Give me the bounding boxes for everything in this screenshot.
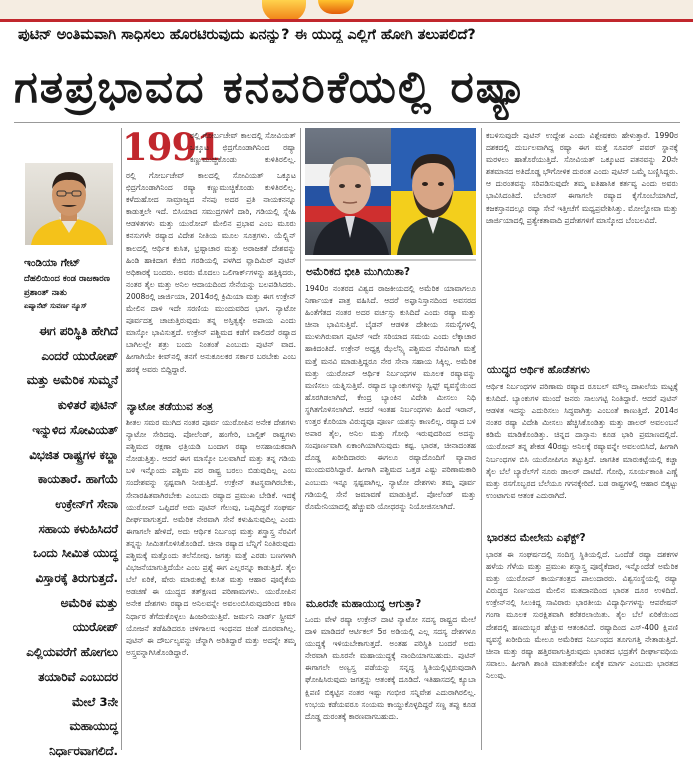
- subhead-india-effect: ಭಾರತದ ಮೇಲೇನು ಎಫೆಕ್ಟ್?: [487, 532, 586, 544]
- article-col3-middle: ಆರ್ಥಿಕ ನಿರ್ಬಂಧಗಳ ಪರಿಣಾಮ ರಷ್ಯಾದ ರೂಬಲ್ ಮೌಲ್ಯ ದಾಖಲೆಯ ಮಟ್ಟಕ್ಕೆ ಕುಸಿದಿದೆ. ಬ್ಯಾಂಕುಗಳ ಮುಂದೆ ಜನರು ಸಾಲುಗಟ್ಟಿ ನಿಂತಿದ್ದಾರೆ. ಆದರೆ ಪುಟಿನ್ ಆಡಳಿತ ಇದನ್ನು ಎದುರಿಸಲು ಸಿದ್ಧವಾಗಿತ್ತು ಎಂಬಂತೆ ಕಾಣುತ್ತಿದೆ. 2014ರ ನಂತರ ರಷ್ಯಾ ವಿದೇಶಿ ಮೀಸಲು ಹೆಚ್ಚಿಸಿಕೊಂಡಿತ್ತು ಮತ್ತು ಡಾಲರ್ ಅವಲಂಬನೆ ಕಡಿಮೆ ಮಾಡಿಕೊಂಡಿತ್ತು. ಚಿನ್ನದ ದಾಸ್ತಾನು ಕೂಡ ಭಾರಿ ಪ್ರಮಾಣದಲ್ಲಿದೆ. ಯುರೋಪ್ ತನ್ನ ಶೇಕಡ 40ರಷ್ಟು ಅನಿಲಕ್ಕೆ ರಷ್ಯಾವನ್ನೇ ಅವಲಂಬಿಸಿದೆ, ಹೀಗಾಗಿ ನಿರ್ಬಂಧಗಳ ಬಿಸಿ ಯುರೋಪಿಗೂ ತಟ್ಟುತ್ತಿದೆ. ಜಾಗತಿಕ ಮಾರುಕಟ್ಟೆಯಲ್ಲಿ ಕಚ್ಚಾ ತೈಲ ಬೆಲೆ ಬ್ಯಾರೆಲ್‌ಗೆ ನೂರು ಡಾಲರ್ ದಾಟಿದೆ. ಗೋಧಿ, ಸೂರ್ಯಕಾಂತಿ ಎಣ್ಣೆ ಮತ್ತು ರಸಗೊಬ್ಬರದ ಬೆಲೆಯೂ ಗಗನಕ್ಕೇರಿದೆ. ಬಡ ರಾಷ್ಟ್ರಗಳಲ್ಲಿ ಆಹಾರ ಬಿಕ್ಕಟ್ಟು ಉಂಟಾಗುವ ಆತಂಕ ಎದುರಾಗಿದೆ.: [486, 382, 678, 500]
- column-divider-middle: [300, 128, 301, 750]
- drop-year: 1991: [122, 125, 221, 169]
- photo-caption-rule: [305, 259, 476, 261]
- author-designation: ಏಷ್ಯಾನೆಟ್ ಸುವರ್ಣ ನ್ಯೂಸ್: [24, 302, 87, 310]
- article-col1-lead: ರಲ್ಲಿ ಗೋರ್ಬಚೇವ್ ಕಾಲದಲ್ಲಿ ಸೋವಿಯತ್ ಒಕ್ಕೂಟ ಛಿದ್ರಗೊಂಡಾಗಿನಿಂದ ರಷ್ಯಾ ಕಣ್ಣುಮುಚ್ಚಿಕೊಂಡು ಕುಳಿತಿರಲಿಲ್ಲ.: [190, 131, 296, 165]
- article-col1-body: ರಲ್ಲಿ ಗೋರ್ಬಚೇವ್ ಕಾಲದಲ್ಲಿ ಸೋವಿಯತ್ ಒಕ್ಕೂಟ ಛಿದ್ರಗೊಂಡಾಗಿನಿಂದ ರಷ್ಯಾ ಕಣ್ಣುಮುಚ್ಚಿಕೊಂಡು ಕುಳಿತಿರಲಿಲ್ಲ. ಕಳೆದುಹೋದ ಸಾಮ್ರಾಜ್ಯದ ನೆನಪು ಅದರ ಪ್ರತಿ ನಾಯಕನನ್ನೂ ಕಾಡುತ್ತಲೇ ಇದೆ. ಬಿಸಿಯಾದ ಸಮುದ್ರಗಳಿಗೆ ದಾರಿ, ಗಡಿಯಲ್ಲಿ ಸ್ನೇಹಿ ಆಡಳಿತಗಳು ಮತ್ತು ಯುರೋಪ್ ಮೇಲಿನ ಪ್ರಭಾವ ಎಂಬ ಮೂರು ಕನಸುಗಳೇ ರಷ್ಯಾದ ವಿದೇಶ ನೀತಿಯ ಮೂಲ ಸೂತ್ರಗಳು. ಯೆಲ್ಟ್ಸಿನ್ ಕಾಲದಲ್ಲಿ ಆರ್ಥಿಕ ಕುಸಿತ, ಭ್ರಷ್ಟಾಚಾರ ಮತ್ತು ಅರಾಜಕತೆ ದೇಶವನ್ನು ಹಿಂಡಿ ಹಾಕಿದಾಗ ಕೆಜಿಬಿ ಗರಡಿಯಲ್ಲಿ ಪಳಗಿದ ವ್ಲಾದಿಮಿರ್ ಪುಟಿನ್ ಅಧಿಕಾರಕ್ಕೆ ಬಂದರು. ಅವರು ಮೊದಲು ಒಲಿಗಾರ್ಕ್‌ಗಳನ್ನು ಹತ್ತಿಕ್ಕಿದರು, ನಂತರ ತೈಲ ಮತ್ತು ಅನಿಲ ಆದಾಯದಿಂದ ಸೇನೆಯನ್ನು ಬಲಪಡಿಸಿದರು. 2008ರಲ್ಲಿ ಜಾರ್ಜಿಯಾ, 2014ರಲ್ಲಿ ಕ್ರಿಮಿಯಾ ಮತ್ತು ಈಗ ಉಕ್ರೇನ್ ಮೇಲಿನ ದಾಳಿ ಇದೇ ಸರಣಿಯ ಮುಂದುವರಿದ ಭಾಗ. ನ್ಯಾಟೋ ಪೂರ್ವದತ್ತ ಚಾಚುತ್ತಿರುವುದು ತನ್ನ ಅಸ್ತಿತ್ವಕ್ಕೇ ಅಪಾಯ ಎಂದು ಮಾಸ್ಕೋ ಭಾವಿಸುತ್ತದೆ. ಉಕ್ರೇನ್ ಪಶ್ಚಿಮದ ಕಡೆಗೆ ವಾಲಿದರೆ ರಷ್ಯಾದ ಬಾಗಿಲಲ್ಲೇ ಶತ್ರು ಬಂದು ನಿಂತಂತೆ ಎಂಬುದು ಪುಟಿನ್ ವಾದ. ಹೀಗಾಗಿಯೇ ಕೀವ್‌ನಲ್ಲಿ ತನಗೆ ಅನುಕೂಲಕರ ಸರ್ಕಾರ ಬರಬೇಕು ಎಂಬ ಹಠಕ್ಕೆ ಅವರು ಬಿದ್ದಿದ್ದಾರೆ.: [126, 171, 296, 374]
- leaders-photo-icon: [305, 128, 476, 255]
- kicker-question: ಪುಟಿನ್ ಅಂತಿಮವಾಗಿ ಸಾಧಿಸಲು ಹೊರಟಿರುವುದು ಏನನ್ನು? ಈ ಯುದ್ಧ ಎಲ್ಲಿಗೆ ಹೋಗಿ ತಲುಪಲಿದೆ?: [18, 27, 476, 43]
- subhead-nato-strategy: ನ್ಯಾಟೋ ತಡೆಯುವ ತಂತ್ರ: [127, 401, 213, 413]
- subhead-third-world-war: ಮೂರನೇ ಮಹಾಯುದ್ಧ ಆಗುತ್ತಾ?: [306, 598, 422, 610]
- article-col2-body: 1940ರ ನಂತರದ ವಿಶ್ವದ ರಾಜಕೀಯದಲ್ಲಿ ಅಮೆರಿಕ ಯಾವಾಗಲೂ ನಿರ್ಣಾಯಕ ಪಾತ್ರ ವಹಿಸಿದೆ. ಆದರೆ ಅಫ್ಘಾನಿಸ್ತಾನದಿಂದ ಅವಸರದ ಹಿಂತೆಗೆತದ ನಂತರ ಅದರ ವರ್ಚಸ್ಸು ಕುಸಿದಿದೆ ಎಂದು ರಷ್ಯಾ ಮತ್ತು ಚೀನಾ ಭಾವಿಸುತ್ತಿವೆ. ಬೈಡನ್ ಆಡಳಿತ ದೇಶೀಯ ಸಮಸ್ಯೆಗಳಲ್ಲಿ ಮುಳುಗಿರುವಾಗ ಪುಟಿನ್ ಇದೇ ಸರಿಯಾದ ಸಮಯ ಎಂದು ಲೆಕ್ಕಾಚಾರ ಹಾಕಿದಂತಿದೆ. ಉಕ್ರೇನ್ ಅಧ್ಯಕ್ಷ ಝೆಲೆನ್ಸ್ಕಿ ಪಶ್ಚಿಮದ ನೆರವಿಗಾಗಿ ಮತ್ತೆ ಮತ್ತೆ ಮನವಿ ಮಾಡುತ್ತಿದ್ದರೂ ನೇರ ಸೇನಾ ಸಹಾಯ ಸಿಕ್ಕಿಲ್ಲ. ಅಮೆರಿಕ ಮತ್ತು ಯುರೋಪ್ ಆರ್ಥಿಕ ನಿರ್ಬಂಧಗಳ ಮೂಲಕ ರಷ್ಯಾವನ್ನು ಮಣಿಸಲು ಯತ್ನಿಸುತ್ತಿವೆ. ರಷ್ಯಾದ ಬ್ಯಾಂಕುಗಳನ್ನು ಸ್ವಿಫ್ಟ್ ವ್ಯವಸ್ಥೆಯಿಂದ ಹೊರಗಿಡಲಾಗಿದೆ, ಕೇಂದ್ರ ಬ್ಯಾಂಕಿನ ವಿದೇಶಿ ಮೀಸಲು ನಿಧಿ ಸ್ಥಗಿತಗೊಳಿಸಲಾಗಿದೆ. ಆದರೆ ಇಂತಹ ನಿರ್ಬಂಧಗಳು ಹಿಂದೆ ಇರಾನ್, ಉತ್ತರ ಕೊರಿಯಾ ವಿರುದ್ಧವೂ ಪೂರ್ಣ ಯಶಸ್ಸು ಕಾಣಲಿಲ್ಲ. ರಷ್ಯಾದ ಬಳಿ ಅಪಾರ ತೈಲ, ಅನಿಲ ಮತ್ತು ಗೋಧಿ ಇರುವುದರಿಂದ ಅದನ್ನು ಸಂಪೂರ್ಣವಾಗಿ ಏಕಾಂಗಿಯಾಗಿಸುವುದು ಕಷ್ಟ. ಭಾರತ, ಚೀನಾದಂತಹ ದೊಡ್ಡ ಖರೀದಿದಾರರು ಈಗಲೂ ರಷ್ಯಾದೊಂದಿಗೆ ವ್ಯಾಪಾರ ಮುಂದುವರಿಸಿದ್ದಾರೆ. ಹೀಗಾಗಿ ಪಶ್ಚಿಮದ ಒತ್ತಡ ಎಷ್ಟು ಪರಿಣಾಮಕಾರಿ ಎಂಬುದು ಇನ್ನೂ ಸ್ಪಷ್ಟವಾಗಿಲ್ಲ. ನ್ಯಾಟೋ ದೇಶಗಳು ತಮ್ಮ ಪೂರ್ವ ಗಡಿಯಲ್ಲಿ ಸೇನೆ ಜಮಾವಣೆ ಮಾಡುತ್ತಿವೆ. ಪೋಲೆಂಡ್ ಮತ್ತು ರೊಮೇನಿಯಾದಲ್ಲಿ ಹೆಚ್ಚುವರಿ ಯೋಧರನ್ನು ನಿಯೋಜಿಸಲಾಗಿದೆ.: [305, 284, 476, 511]
- author-portrait-icon: [25, 163, 113, 245]
- subhead-economic-blows: ಯುದ್ಧದ ಆರ್ಥಿಕ ಹೊಡೆತಗಳು: [487, 364, 590, 376]
- column-divider-right: [481, 128, 482, 750]
- column-tagline: ದೆಹಲಿಯಿಂದ ಕಂಡ ರಾಜಕಾರಣ: [24, 274, 110, 284]
- author-photo: [25, 163, 113, 245]
- column-divider-left: [121, 128, 122, 750]
- author-name: ಪ್ರಶಾಂತ್ ನಾತು: [24, 288, 67, 298]
- pull-quote: ಈಗ ಪರಿಸ್ಥಿತಿ ಹೇಗಿದೆ ಎಂದರೆ ಯುರೋಪ್ ಮತ್ತು ಅಮೆರಿಕ ಸುಮ್ಮನೆ ಕುಳಿತರೆ ಪುಟಿನ್ ಇನ್ನುಳಿದ ಸೋವಿಯತ್ ವಿಭಜಿತ ರಾಷ್ಟ್ರಗಳ ಕಬ್ಜಾ ಕಾಯತಾರೆ. ಹಾಗೆಯೆ ಉಕ್ರೇನ್‌ಗೆ ಸೇನಾ ಸಹಾಯ ಕಳುಹಿಸಿದರೆ ಒಂದು ಸೀಮಿತ ಯುದ್ಧ ವಿಸ್ತಾರಕ್ಕೆ ತಿರುಗುತ್ತದೆ. ಅಮೆರಿಕ ಮತ್ತು ಯುರೋಪ್ ಎಲ್ಲಿಯವರೆಗೆ ಹೋಗಲು ತಯಾರಿವೆ ಎಂಬುದರ ಮೇಲೆ 3ನೇ ಮಹಾಯುದ್ಧ ನಿರ್ಧಾರವಾಗಲಿದೆ.: [26, 324, 118, 758]
- article-col2-continued: ಒಂದು ವೇಳೆ ರಷ್ಯಾ ಉಕ್ರೇನ್ ದಾಟಿ ನ್ಯಾಟೋ ಸದಸ್ಯ ರಾಷ್ಟ್ರದ ಮೇಲೆ ದಾಳಿ ಮಾಡಿದರೆ ಆರ್ಟಿಕಲ್ 5ರ ಅಡಿಯಲ್ಲಿ ಎಲ್ಲ ಸದಸ್ಯ ದೇಶಗಳೂ ಯುದ್ಧಕ್ಕೆ ಇಳಿಯಬೇಕಾಗುತ್ತದೆ. ಅಂತಹ ಪರಿಸ್ಥಿತಿ ಬಂದರೆ ಅದು ನೇರವಾಗಿ ಮೂರನೇ ಮಹಾಯುದ್ಧಕ್ಕೆ ನಾಂದಿಯಾಗಬಹುದು. ಪುಟಿನ್ ಈಗಾಗಲೇ ಅಣ್ವಸ್ತ್ರ ಪಡೆಯನ್ನು ಸನ್ನದ್ಧ ಸ್ಥಿತಿಯಲ್ಲಿಟ್ಟಿರುವುದಾಗಿ ಘೋಷಿಸಿರುವುದು ಜಗತ್ತನ್ನು ಆತಂಕಕ್ಕೆ ದೂಡಿದೆ. ಇತಿಹಾಸದಲ್ಲಿ ಕ್ಯೂಬಾ ಕ್ಷಿಪಣಿ ಬಿಕ್ಕಟ್ಟಿನ ನಂತರ ಇಷ್ಟು ಗಂಭೀರ ಸನ್ನಿವೇಶ ಎದುರಾಗಿರಲಿಲ್ಲ. ಉಭಯ ಕಡೆಯವರೂ ಸಂಯಮ ಕಾಯ್ದುಕೊಳ್ಳದಿದ್ದರೆ ಸಣ್ಣ ತಪ್ಪು ಕೂಡ ದೊಡ್ಡ ದುರಂತಕ್ಕೆ ಕಾರಣವಾಗಬಹುದು.: [305, 615, 476, 721]
- article-col1-continued: ಶೀತಲ ಸಮರ ಮುಗಿದ ನಂತರ ಪೂರ್ವ ಯುರೋಪಿನ ಅನೇಕ ದೇಶಗಳು ನ್ಯಾಟೋ ಸೇರಿದವು. ಪೋಲೆಂಡ್, ಹಂಗೇರಿ, ಬಾಲ್ಟಿಕ್ ರಾಷ್ಟ್ರಗಳು ಪಶ್ಚಿಮದ ರಕ್ಷಣಾ ಛತ್ರಿಯಡಿ ಬಂದಾಗ ರಷ್ಯಾ ಅಸಹಾಯಕವಾಗಿ ನೋಡುತ್ತಿತ್ತು. ಆದರೆ ಈಗ ಮಾಸ್ಕೋ ಬಲವಾಗಿದೆ ಮತ್ತು ತನ್ನ ಗಡಿಯ ಬಳಿ ಇನ್ನೊಂದು ಪಶ್ಚಿಮ ಪರ ರಾಷ್ಟ್ರ ಬರಲು ಬಿಡುವುದಿಲ್ಲ ಎಂಬ ಸಂದೇಶವನ್ನು ಸ್ಪಷ್ಟವಾಗಿ ನೀಡುತ್ತಿದೆ. ಉಕ್ರೇನ್ ತಟಸ್ಥವಾಗಿರಬೇಕು, ಸೇನಾರಹಿತವಾಗಿರಬೇಕು ಎಂಬುದು ರಷ್ಯಾದ ಪ್ರಮುಖ ಬೇಡಿಕೆ. ಇದಕ್ಕೆ ಯುರೋಪ್ ಒಪ್ಪಿದರೆ ಅದು ಪುಟಿನ್ ಗೆಲುವು, ಒಪ್ಪದಿದ್ದರೆ ಸಂಘರ್ಷ ದೀರ್ಘವಾಗುತ್ತದೆ. ಅಮೆರಿಕ ನೇರವಾಗಿ ಸೇನೆ ಕಳುಹಿಸುವುದಿಲ್ಲ ಎಂದು ಈಗಾಗಲೇ ಹೇಳಿದೆ, ಅದು ಆರ್ಥಿಕ ನಿರ್ಬಂಧ ಮತ್ತು ಶಸ್ತ್ರಾಸ್ತ್ರ ನೆರವಿಗೆ ತನ್ನನ್ನು ಸೀಮಿತಗೊಳಿಸಿಕೊಂಡಿದೆ. ಚೀನಾ ರಷ್ಯಾದ ಬೆನ್ನಿಗೆ ನಿಂತಿರುವುದು ಪಶ್ಚಿಮಕ್ಕೆ ಮತ್ತೊಂದು ತಲೆನೋವು. ಜಗತ್ತು ಮತ್ತೆ ಎರಡು ಬಣಗಳಾಗಿ ವಿಭಜನೆಯಾಗುತ್ತಿದೆಯೇ ಎಂಬ ಪ್ರಶ್ನೆ ಈಗ ಎಲ್ಲರನ್ನೂ ಕಾಡುತ್ತಿದೆ. ತೈಲ ಬೆಲೆ ಏರಿಕೆ, ಷೇರು ಮಾರುಕಟ್ಟೆ ಕುಸಿತ ಮತ್ತು ಆಹಾರ ಪೂರೈಕೆಯ ಅಡಚಣೆ ಈ ಯುದ್ಧದ ತತ್‌ಕ್ಷಣದ ಪರಿಣಾಮಗಳು. ಯುರೋಪಿನ ಅನೇಕ ದೇಶಗಳು ರಷ್ಯಾದ ಅನಿಲವನ್ನೇ ಅವಲಂಬಿಸಿರುವುದರಿಂದ ಕಠಿಣ ನಿರ್ಧಾರ ತೆಗೆದುಕೊಳ್ಳಲು ಹಿಂಜರಿಯುತ್ತಿವೆ. ಜರ್ಮನಿ ನಾರ್ಡ್ ಸ್ಟ್ರೀಮ್ ಯೋಜನೆ ತಡೆಹಿಡಿದರೂ ಚಳಿಗಾಲದ ಇಂಧನದ ಚಿಂತೆ ದೂರವಾಗಿಲ್ಲ. ಪುಟಿನ್ ಈ ದೌರ್ಬಲ್ಯವನ್ನು ಚೆನ್ನಾಗಿ ಅರಿತಿದ್ದಾರೆ ಮತ್ತು ಅದನ್ನೇ ತಮ್ಮ ಅಸ್ತ್ರವನ್ನಾಗಿಸಿಕೊಂಡಿದ್ದಾರೆ.: [126, 418, 296, 657]
- banner-red-rule: [0, 19, 693, 22]
- article-col3-bottom: ಭಾರತ ಈ ಸಂಘರ್ಷದಲ್ಲಿ ಸಂದಿಗ್ಧ ಸ್ಥಿತಿಯಲ್ಲಿದೆ. ಒಂದೆಡೆ ರಷ್ಯಾ ದಶಕಗಳ ಹಳೆಯ ಗೆಳೆಯ ಮತ್ತು ಪ್ರಮುಖ ಶಸ್ತ್ರಾಸ್ತ್ರ ಪೂರೈಕೆದಾರ, ಇನ್ನೊಂದೆಡೆ ಅಮೆರಿಕ ಮತ್ತು ಯುರೋಪ್ ಕಾರ್ಯತಂತ್ರದ ಪಾಲುದಾರರು. ವಿಶ್ವಸಂಸ್ಥೆಯಲ್ಲಿ ರಷ್ಯಾ ವಿರುದ್ಧದ ನಿರ್ಣಯದ ಮೇಲಿನ ಮತದಾನದಿಂದ ಭಾರತ ದೂರ ಉಳಿದಿದೆ. ಉಕ್ರೇನ್‌ನಲ್ಲಿ ಸಿಲುಕಿದ್ದ ಸಾವಿರಾರು ಭಾರತೀಯ ವಿದ್ಯಾರ್ಥಿಗಳನ್ನು ಆಪರೇಷನ್ ಗಂಗಾ ಮೂಲಕ ಸುರಕ್ಷಿತವಾಗಿ ಕರೆತರಲಾಯಿತು. ತೈಲ ಬೆಲೆ ಏರಿಕೆಯಿಂದ ದೇಶದಲ್ಲಿ ಹಣದುಬ್ಬರ ಹೆಚ್ಚುವ ಆತಂಕವಿದೆ. ರಷ್ಯಾದಿಂದ ಎಸ್-400 ಕ್ಷಿಪಣಿ ವ್ಯವಸ್ಥೆ ಖರೀದಿಯ ಮೇಲೂ ಅಮೆರಿಕದ ನಿರ್ಬಂಧದ ತೂಗುಗತ್ತಿ ನೇತಾಡುತ್ತಿದೆ. ಚೀನಾ ಮತ್ತು ರಷ್ಯಾ ಹತ್ತಿರವಾಗುತ್ತಿರುವುದು ಭಾರತದ ಭದ್ರತೆಗೆ ದೀರ್ಘಾವಧಿಯ ಸವಾಲು. ಹೀಗಾಗಿ ಶಾಂತಿ ಮಾತುಕತೆಯೇ ಏಕೈಕ ಮಾರ್ಗ ಎಂಬುದು ಭಾರತದ ನಿಲುವು.: [486, 550, 678, 680]
- top-banner-strip: [0, 0, 693, 22]
- article-col3-top: ಕಬಳಿಸುವುದೇ ಪುಟಿನ್ ಉದ್ದೇಶ ಎಂದು ವಿಶ್ಲೇಷಕರು ಹೇಳುತ್ತಾರೆ. 1990ರ ದಶಕದಲ್ಲಿ ದುರ್ಬಲವಾಗಿದ್ದ ರಷ್ಯಾ ಈಗ ಮತ್ತೆ ಸೂಪರ್ ಪವರ್ ಸ್ಥಾನಕ್ಕೆ ಮರಳಲು ಹಾತೊರೆಯುತ್ತಿದೆ. ಸೋವಿಯತ್ ಒಕ್ಕೂಟದ ಪತನವನ್ನು 20ನೇ ಶತಮಾನದ ಅತಿದೊಡ್ಡ ಭೌಗೋಳಿಕ ದುರಂತ ಎಂದು ಪುಟಿನ್ ಒಮ್ಮೆ ಬಣ್ಣಿಸಿದ್ದರು. ಆ ದುರಂತವನ್ನು ಸರಿಪಡಿಸುವುದೇ ತಮ್ಮ ಐತಿಹಾಸಿಕ ಕರ್ತವ್ಯ ಎಂದು ಅವರು ಭಾವಿಸಿದಂತಿದೆ. ಬೆಲಾರಸ್ ಈಗಾಗಲೇ ರಷ್ಯಾದ ಕೈಗೊಂಬೆಯಾಗಿದೆ, ಕಜಕಸ್ತಾನದಲ್ಲೂ ರಷ್ಯಾ ಸೇನೆ ಇತ್ತೀಚೆಗೆ ಮಧ್ಯಪ್ರವೇಶಿಸಿತ್ತು. ಮೋಲ್ಡೋವಾ ಮತ್ತು ಜಾರ್ಜಿಯಾದಲ್ಲಿ ಪ್ರತ್ಯೇಕತಾವಾದಿ ಪ್ರದೇಶಗಳಿಗೆ ಮಾಸ್ಕೋದ ಬೆಂಬಲವಿದೆ.: [486, 131, 678, 225]
- main-headline: ಗತಪ್ರಭಾವದ ಕನವರಿಕೆಯಲ್ಲಿ ರಷ್ಯಾ: [14, 62, 530, 113]
- subhead-america-fear: ಅಮೆರಿಕದ ಭೀತಿ ಮುಗಿಯಿತಾ?: [306, 266, 410, 278]
- column-name: ಇಂಡಿಯಾ ಗೇಟ್: [24, 257, 81, 269]
- headline-divider: [14, 122, 680, 123]
- putin-zelensky-photo: [305, 128, 476, 255]
- flame-graphic-secondary: [318, 0, 354, 14]
